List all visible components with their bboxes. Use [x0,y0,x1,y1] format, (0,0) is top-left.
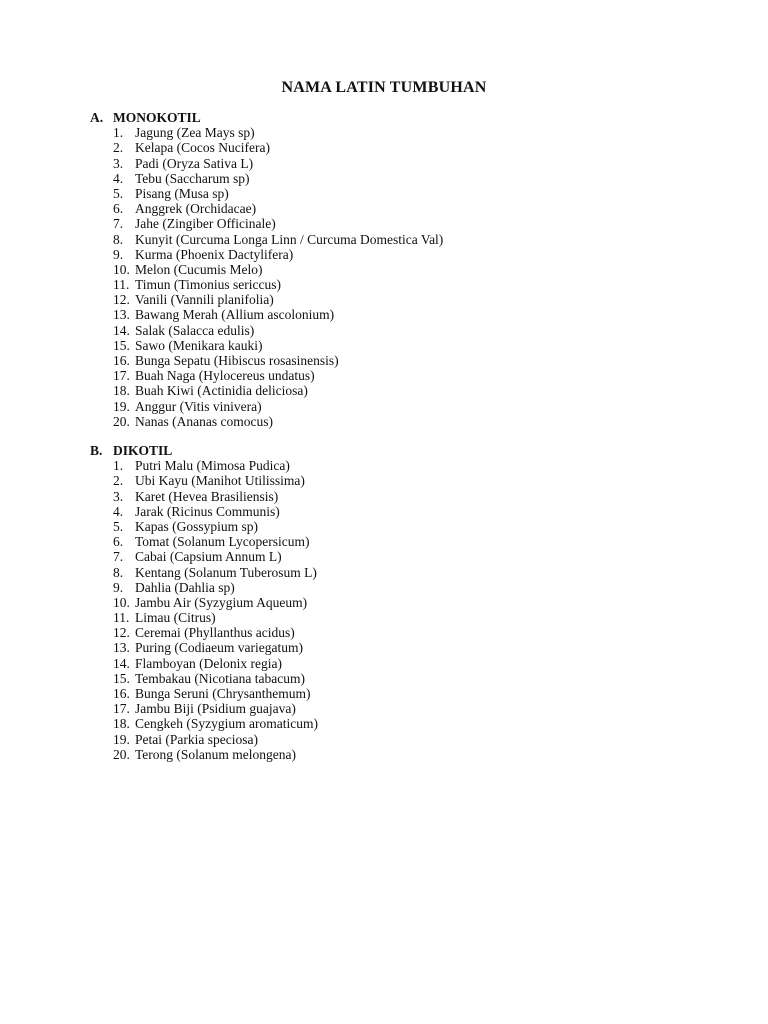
list-item [90,414,443,429]
section-letter: A. [90,110,104,125]
list-item-text: Jambu Air (Syzygium Aqueum) [135,594,308,610]
list-item-number: 6. [113,534,124,550]
list-item-text: Bunga Seruni (Chrysanthemum) [135,686,311,701]
list-item [90,534,318,549]
list-item [90,307,443,322]
list-item [90,565,318,580]
list-item [90,353,443,368]
list-item-text: Anggur (Vitis vinivera) [135,398,262,414]
list-item [90,489,318,504]
list-item-number: 3. [113,155,124,171]
plant-list [90,458,318,762]
list-item-text: Padi (Oryza Sativa L) [135,155,254,171]
list-item-text: Bawang Merah (Allium ascolonium) [135,307,335,323]
list-item-text: Timun (Timonius sericcus) [135,277,282,293]
list-item-number: 1. [113,125,124,141]
list-item-number: 19. [113,731,130,747]
list-item-number: 11. [113,610,130,626]
list-item-text: Pisang (Musa sp) [135,185,229,201]
list-item-number: 17. [113,368,130,384]
document-title: NAMA LATIN TUMBUHAN [281,79,487,96]
list-item [90,595,318,610]
list-item [90,504,318,519]
list-item-text: Melon (Cucumis Melo) [135,261,263,277]
plant-list [90,125,443,429]
list-item-text: Kentang (Solanum Tuberosum L) [135,564,317,580]
list-item-number: 4. [113,170,124,186]
list-item-number: 5. [113,518,124,534]
list-item [90,262,443,277]
list-item [90,640,318,655]
list-item-text: Jambu Biji (Psidium guajava) [135,701,296,717]
list-item-text: Kurma (Phoenix Dactylifera) [135,246,294,262]
list-item-number: 20. [113,413,130,429]
list-item-text: Bunga Sepatu (Hibiscus rosasinensis) [135,353,339,368]
list-item-number: 18. [113,383,130,399]
list-item [90,201,443,216]
list-item-text: Kelapa (Cocos Nucifera) [135,140,270,156]
list-item [90,625,318,640]
list-item-text: Karet (Hevea Brasiliensis) [135,488,279,504]
list-item-number: 5. [113,185,124,201]
list-item [90,519,318,534]
list-item [90,216,443,231]
list-item-number: 2. [113,473,124,489]
list-item [90,292,443,307]
list-item [90,125,443,140]
list-item-text: Jahe (Zingiber Officinale) [135,216,276,232]
list-item-number: 20. [113,746,130,762]
list-item-text: Cabai (Capsium Annum L) [135,549,282,565]
list-item-number: 14. [113,322,130,338]
list-item-text: Sawo (Menikara kauki) [135,337,263,353]
list-item-number: 7. [113,549,124,565]
list-item-text: Limau (Citrus) [135,610,216,626]
list-item [90,277,443,292]
list-item-text: Putri Malu (Mimosa Pudica) [135,458,290,474]
list-item-number: 18. [113,716,130,732]
list-item [90,323,443,338]
list-item-number: 8. [113,231,124,247]
list-item [90,186,443,201]
list-item-text: Jarak (Ricinus Communis) [135,503,280,519]
section-heading-text: MONOKOTIL [113,110,201,125]
list-item-text: Ceremai (Phyllanthus acidus) [135,625,295,641]
list-item-text: Vanili (Vannili planifolia) [135,292,274,308]
list-item [90,171,443,186]
list-item-number: 11. [113,277,130,293]
section-heading [90,110,443,125]
section-dikotil [90,443,318,762]
list-item-text: Ubi Kayu (Manihot Utilissima) [135,473,305,489]
list-item-number: 13. [113,640,130,656]
list-item-text: Jagung (Zea Mays sp) [135,125,255,141]
list-item [90,610,318,625]
list-item [90,383,443,398]
list-item-number: 8. [113,564,124,580]
list-item-number: 2. [113,140,124,156]
list-item-number: 3. [113,488,124,504]
list-item-text: Salak (Salacca edulis) [135,322,255,338]
list-item [90,656,318,671]
list-item-number: 6. [113,201,124,217]
list-item-text: Buah Kiwi (Actinidia deliciosa) [135,383,308,399]
list-item [90,747,318,762]
list-item [90,232,443,247]
list-item-number: 14. [113,655,130,671]
list-item [90,156,443,171]
list-item-text: Kunyit (Curcuma Longa Linn / Curcuma Domestica Val) [135,231,444,247]
section-heading [90,443,318,458]
list-item-number: 15. [113,337,130,353]
list-item [90,716,318,731]
list-item-text: Tomat (Solanum Lycopersicum) [135,534,310,550]
list-item-number: 15. [113,670,130,686]
list-item [90,473,318,488]
list-item-number: 13. [113,307,130,323]
list-item-text: Petai (Parkia speciosa) [135,731,258,747]
list-item-text: Anggrek (Orchidacae) [135,201,257,217]
list-item [90,247,443,262]
list-item-number: 16. [113,353,130,368]
list-item-text: Dahlia (Dahlia sp) [135,579,235,595]
list-item-number: 4. [113,503,124,519]
list-item-number: 7. [113,216,124,232]
list-item [90,732,318,747]
section-monokotil [90,110,443,429]
list-item-text: Cengkeh (Syzygium aromaticum) [135,716,318,732]
list-item-text: Tembakau (Nicotiana tabacum) [135,670,305,686]
list-item [90,580,318,595]
list-item-number: 1. [113,458,124,474]
list-item [90,686,318,701]
list-item [90,338,443,353]
section-heading-text: DIKOTIL [113,443,173,458]
section-letter: B. [90,443,103,458]
list-item-number: 12. [113,292,130,308]
list-item-text: Tebu (Saccharum sp) [135,170,250,186]
list-item-number: 9. [113,246,124,262]
list-item-text: Kapas (Gossypium sp) [135,518,258,534]
list-item [90,399,443,414]
list-item-text: Terong (Solanum melongena) [135,746,297,762]
list-item-text: Flamboyan (Delonix regia) [135,655,282,671]
list-item-number: 17. [113,701,130,717]
list-item-number: 10. [113,261,130,277]
list-item-number: 10. [113,594,130,610]
list-item [90,140,443,155]
list-item-number: 19. [113,398,130,414]
list-item [90,671,318,686]
list-item-number: 9. [113,579,124,595]
list-item-text: Nanas (Ananas comocus) [135,413,273,429]
list-item-number: 16. [113,686,130,701]
list-item-text: Buah Naga (Hylocereus undatus) [135,368,315,384]
list-item [90,368,443,383]
list-item [90,549,318,564]
list-item [90,458,318,473]
list-item [90,701,318,716]
list-item-number: 12. [113,625,130,641]
list-item-text: Puring (Codiaeum variegatum) [135,640,303,656]
